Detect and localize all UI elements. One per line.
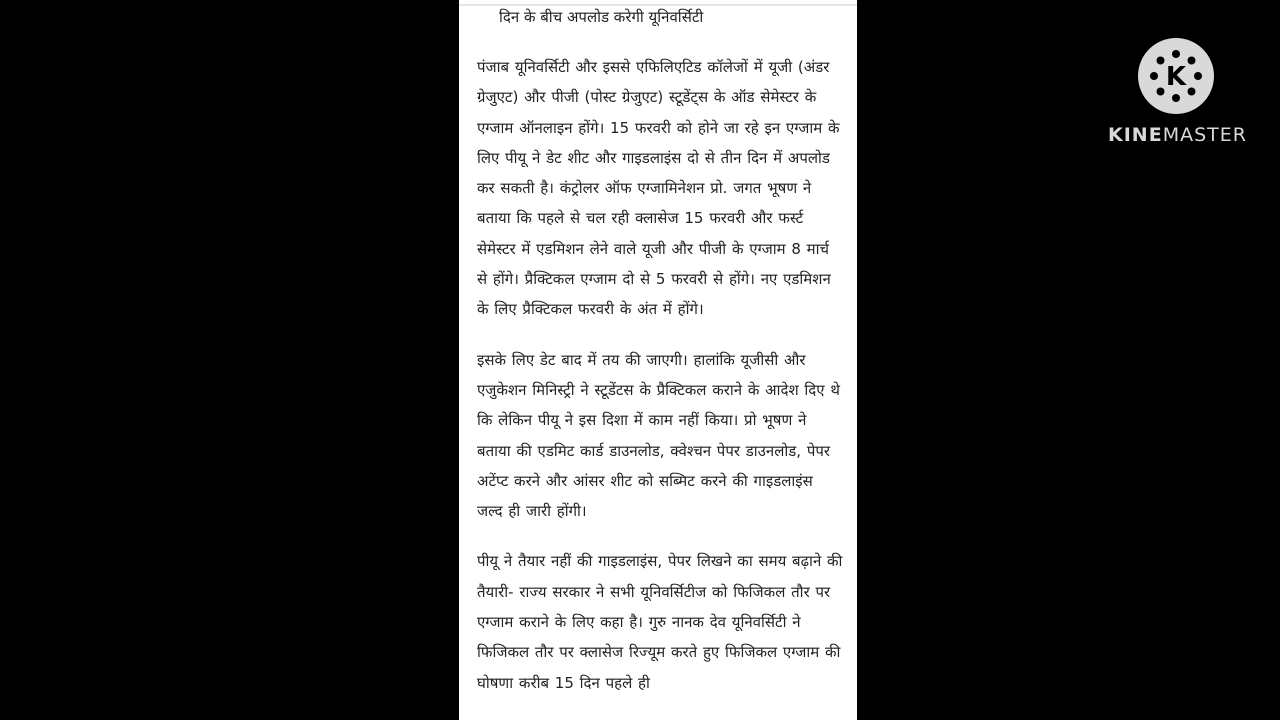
logo-letter: K [1165, 62, 1187, 92]
article-page[interactable] [459, 0, 857, 720]
article-heading: दिन के बीच अपलोड करेगी यूनिवर्सिटी [499, 8, 704, 26]
article-paragraph: इसके लिए डेट बाद में तय की जाएगी। हालांकि यूजीसी और एजुकेशन मिनिस्ट्री ने स्टूडेंटस के प्रैक्टिकल कराने के आदेश दिए थे कि लेकिन पीयू ने इस दिशा में काम नहीं किया। प्रो भूषण ने बताया की एडमिट कार्ड डाउनलोड, क्वेश्चन पेपर डाउनलोड, पेपर अटेंप्ट करने और आंसर शीट को सब्मिट करने की गाइडलाइंस जल्द ही जारी होंगी। [477, 350, 840, 521]
kinemaster-wordmark [1108, 124, 1247, 146]
article-paragraph: पीयू ने तैयार नहीं की गाइडलाइंस, पेपर लिखने का समय बढ़ाने की तैयारी- राज्य सरकार ने सभी यूनिवर्सिटीज को फिजिकल तौर पर एग्जाम कराने के लिए कहा है। गुरु नानक देव यूनिवर्सिटी ने फिजिकल तौर पर क्लासेज रिज्यूम करते हुए फिजिकल एग्जाम की घोषणा करीब 15 दिन पहले ही [477, 552, 843, 692]
brand-bold: KINE [1108, 124, 1163, 146]
article-paragraph: पंजाब यूनिवर्सिटी और इससे एफिलिएटिड कॉलेजों में यूजी (अंडर ग्रेजुएट) और पीजी (पोस्ट ग्रेजुएट) स्टूडेंट्स के ऑड सेमेस्टर के एग्जाम ऑनलाइन होंगे। 15 फरवरी को होने जा रहे इन एग्जाम के लिए पीयू ने डेट शीट और गाइडलाइंस दो से तीन दिन में अपलोड कर सकती है। कंट्रोलर ऑफ एग्जामिनेशन प्रो. जगत भूषण ने बताया कि पहले से चल रही क्लासेज 15 फरवरी और फर्स्ट सेमेस्टर में एडमिशन लेने वाले यूजी और पीजी के एग्जाम 8 मार्च से होंगे। प्रैक्टिकल एग्जाम दो से 5 फरवरी से होंगे। नए एडमिशन के लिए प्रैक्टिकल फरवरी के अंत में होंगे। [477, 58, 840, 319]
article-body [477, 52, 843, 718]
kinemaster-watermark [1108, 36, 1247, 156]
brand-light: MASTER [1162, 124, 1247, 146]
kinemaster-logo-icon [1138, 38, 1214, 114]
